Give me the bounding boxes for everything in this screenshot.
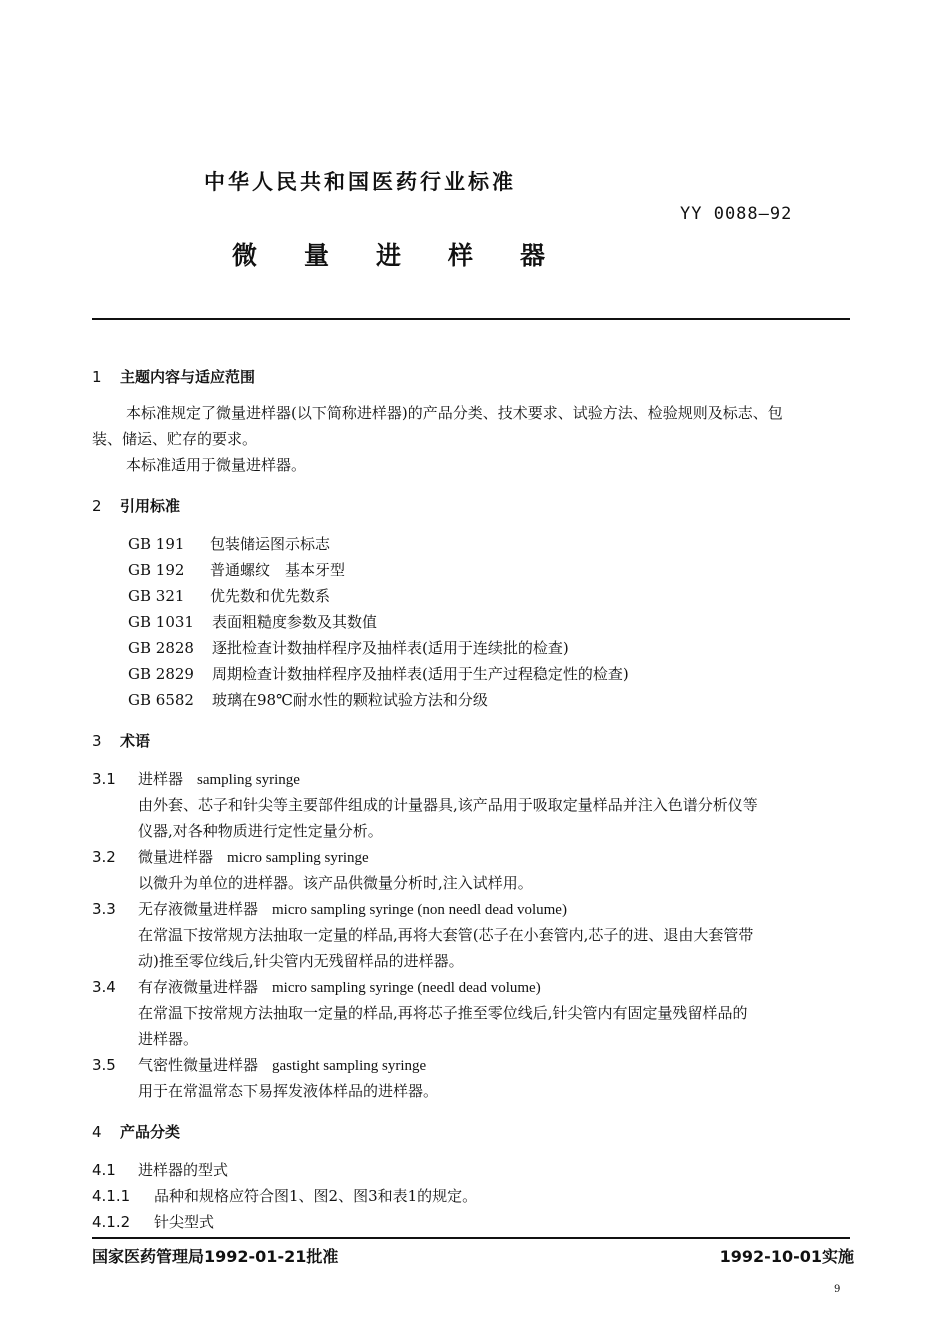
- issued-date: 国家医药管理局1992-01-21批准: [92, 1247, 339, 1266]
- ref-row: [128, 533, 330, 554]
- term-zh: 气密性微量进样器: [138, 1056, 259, 1074]
- term-number: 3.4: [92, 978, 116, 996]
- term-definition-line: 以微升为单位的进样器。该产品供微量分析时,注入试样用。: [138, 874, 533, 892]
- term-definition-line: 用于在常温常态下易挥发液体样品的进样器。: [138, 1082, 439, 1100]
- ref-code: GB 321: [128, 587, 185, 605]
- paragraph-line: 装、储运、贮存的要求。: [92, 430, 258, 448]
- term-heading: [92, 768, 300, 789]
- title-char: 样: [448, 241, 474, 270]
- term-zh: 有存液微量进样器: [138, 978, 259, 996]
- clause-text: 进样器的型式: [138, 1161, 229, 1179]
- ref-row: [128, 689, 488, 710]
- term-en: sampling syringe: [197, 772, 300, 788]
- term-zh: 进样器: [138, 770, 184, 788]
- page-number: 9: [834, 1284, 841, 1295]
- standard-code: YY 0088—92: [680, 204, 793, 224]
- ref-name: 包装储运图示标志: [210, 535, 331, 553]
- ref-name: 逐批检查计数抽样程序及抽样表(适用于连续批的检查): [212, 639, 569, 657]
- clause-row: [92, 1211, 214, 1232]
- term-en: gastight sampling syringe: [272, 1058, 427, 1074]
- effective-date: 1992-10-01实施: [719, 1247, 854, 1266]
- term-definition-line: 在常温下按常规方法抽取一定量的样品,再将大套管(芯子在小套管内,芯子的进、退由大套管带: [138, 926, 754, 944]
- term-number: 3.3: [92, 900, 116, 918]
- clause-number: 4.1: [92, 1161, 116, 1179]
- clause-row: [92, 1185, 477, 1206]
- term-number: 3.2: [92, 848, 116, 866]
- paragraph-line: 本标准规定了微量进样器(以下简称进样器)的产品分类、技术要求、试验方法、检验规则及标志、包: [126, 404, 783, 422]
- header-rule: [92, 318, 850, 320]
- ref-name: 玻璃在98℃耐水性的颗粒试验方法和分级: [212, 691, 488, 709]
- term-definition-line: 由外套、芯子和针尖等主要部件组成的计量器具,该产品用于吸取定量样品并注入色谱分析仪等: [138, 796, 758, 814]
- clause-row: [92, 1159, 228, 1180]
- term-definition-line: 进样器。: [138, 1030, 199, 1048]
- title-char: 量: [304, 241, 330, 270]
- section-title: 术语: [120, 732, 151, 750]
- title-char: 器: [520, 241, 546, 270]
- section-number: 3: [92, 732, 102, 750]
- section-number: 1: [92, 368, 102, 386]
- paragraph-line: 本标准适用于微量进样器。: [126, 456, 307, 474]
- term-heading: [92, 976, 541, 997]
- term-definition-line: 在常温下按常规方法抽取一定量的样品,再将芯子推至零位线后,针尖管内有固定量残留样品的: [138, 1004, 748, 1022]
- ref-row: [128, 611, 377, 632]
- footer-rule: [92, 1237, 850, 1239]
- section-title: 引用标准: [120, 497, 181, 515]
- clause-text: 针尖型式: [154, 1213, 215, 1231]
- term-zh: 无存液微量进样器: [138, 900, 259, 918]
- term-definition-line: 动)推至零位线后,针尖管内无残留样品的进样器。: [138, 952, 464, 970]
- ref-code: GB 2829: [128, 665, 194, 683]
- term-number: 3.5: [92, 1056, 116, 1074]
- ref-code: GB 192: [128, 561, 185, 579]
- clause-number: 4.1.2: [92, 1213, 131, 1231]
- term-en: micro sampling syringe: [227, 850, 369, 866]
- ref-code: GB 191: [128, 535, 185, 553]
- ref-row: [128, 585, 330, 606]
- section-title: 主题内容与适应范围: [120, 368, 256, 386]
- section-number: 2: [92, 497, 102, 515]
- ref-row: [128, 637, 569, 658]
- title-char: 微: [232, 241, 258, 270]
- section-2-heading: [92, 495, 180, 516]
- term-en: micro sampling syringe (non needl dead volume): [272, 902, 567, 918]
- term-heading: [92, 846, 369, 867]
- term-en: micro sampling syringe (needl dead volume): [272, 980, 541, 996]
- section-1-heading: [92, 366, 255, 387]
- term-definition-line: 仪器,对各种物质进行定性定量分析。: [138, 822, 383, 840]
- ref-row: [128, 663, 629, 684]
- ref-code: GB 2828: [128, 639, 194, 657]
- title-char: 进: [376, 241, 402, 270]
- ref-code: GB 6582: [128, 691, 194, 709]
- clause-text: 品种和规格应符合图1、图2、图3和表1的规定。: [154, 1187, 478, 1205]
- document-title: [232, 236, 592, 272]
- ref-name: 表面粗糙度参数及其数值: [212, 613, 378, 631]
- section-4-heading: [92, 1121, 180, 1142]
- ref-name: 普通螺纹 基本牙型: [210, 561, 346, 579]
- section-3-heading: [92, 730, 150, 751]
- section-number: 4: [92, 1123, 102, 1141]
- term-number: 3.1: [92, 770, 116, 788]
- org-title: 中华人民共和国医药行业标准: [204, 170, 516, 194]
- term-heading: [92, 1054, 426, 1075]
- ref-name: 优先数和优先数系: [210, 587, 331, 605]
- section-title: 产品分类: [120, 1123, 181, 1141]
- term-zh: 微量进样器: [138, 848, 214, 866]
- clause-number: 4.1.1: [92, 1187, 131, 1205]
- term-heading: [92, 898, 567, 919]
- ref-code: GB 1031: [128, 613, 194, 631]
- ref-row: [128, 559, 345, 580]
- ref-name: 周期检查计数抽样程序及抽样表(适用于生产过程稳定性的检查): [212, 665, 629, 683]
